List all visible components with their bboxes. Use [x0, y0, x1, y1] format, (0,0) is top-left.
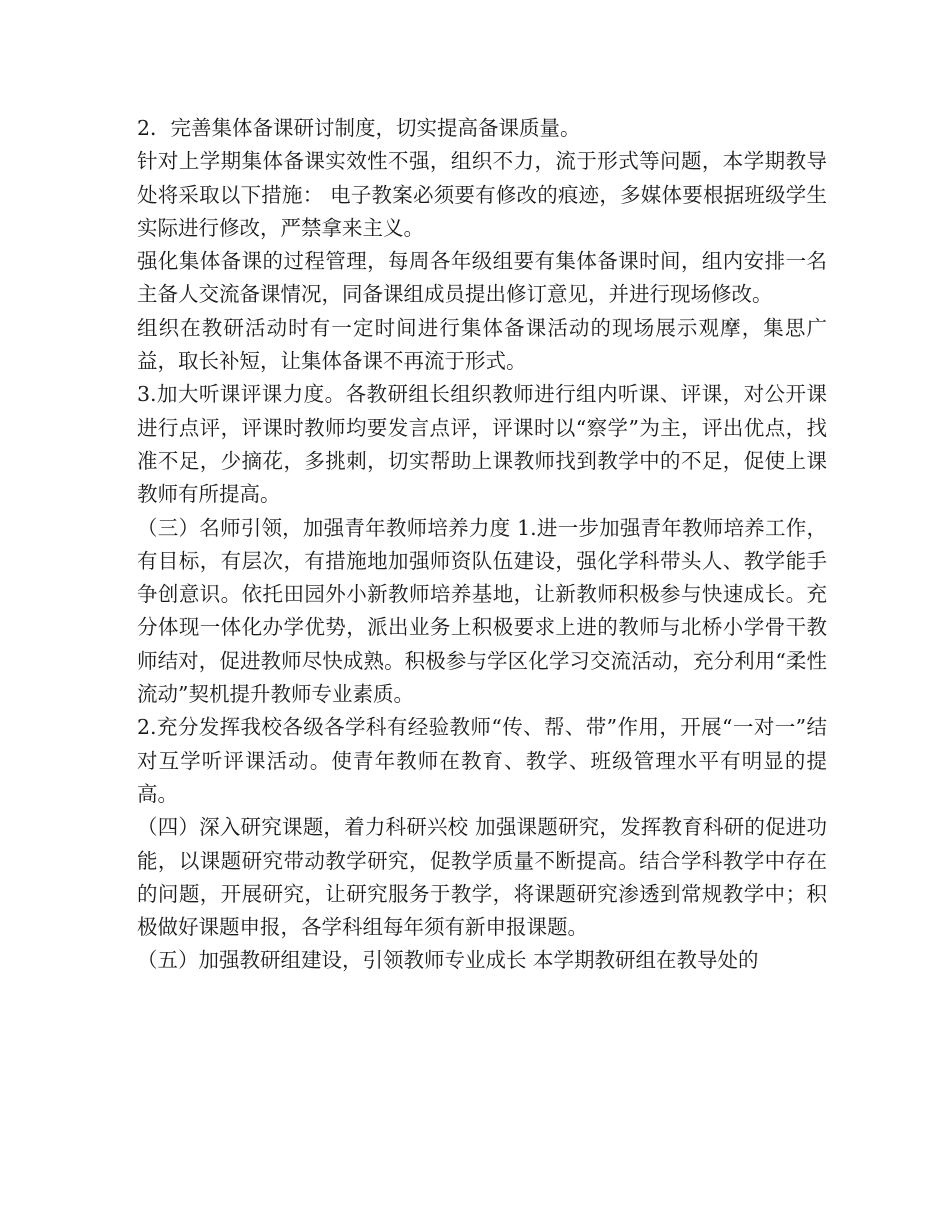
paragraph-young-teacher-training: （三）名师引领，加强青年教师培养力度 1.进一步加强青年教师培养工作，有目标，有层次，有措施地加强师资队伍建设，强化学科带头人、教学能手争创意识。依托田园外小新教师培养基地，让新教师积极参与快速成长。充分体现一体化办学优势，派出业务上积极要求上进的教师与北桥小学骨干教师结对，促进教师尽快成熟。积极参与学区化学习交流活动，充分利用“柔性流动”契机提升教师专业素质。: [137, 515, 827, 707]
paragraph-collective-prep-heading: 2．完善集体备课研讨制度，切实提高备课质量。: [137, 116, 581, 140]
paragraph-teaching-group: （五）加强教研组建设，引领教师专业成长 本学期教研组在教导处的: [137, 948, 759, 973]
paragraph-lesson-evaluation: 3.加大听课评课力度。各教研组长组织教师进行组内听课、评课，对公开课进行点评，评课时教师均要发言点评，评课时以“察学”为主，评出优点，找准不足，少摘花，多挑刺，切实帮助上课教师找到教学中的不足，促使上课教师有所提高。: [137, 382, 827, 507]
paragraph-mentoring: 2.充分发挥我校各级各学科有经验教师“传、帮、带”作用，开展“一对一”结对互学听评课活动。使青年教师在教育、教学、班级管理水平有明显的提高。: [137, 715, 827, 806]
paragraph-process-management: 强化集体备课的过程管理，每周各年级组要有集体备课时间，组内安排一名主备人交流备课情况，同备课组成员提出修订意见，并进行现场修改。: [137, 249, 827, 307]
paragraph-prep-measures: 针对上学期集体备课实效性不强，组织不力，流于形式等问题，本学期教导处将采取以下措施： 电子教案必须要有修改的痕迹，多媒体要根据班级学生实际进行修改，严禁拿来主义。: [137, 149, 827, 240]
document-body: [137, 112, 827, 978]
paragraph-research-topics: （四）深入研究课题，着力科研兴校 加强课题研究，发挥教育科研的促进功能，以课题研究带动教学研究，促教学质量不断提高。结合学科教学中存在的问题，开展研究，让研究服务于教学，将课题研究渗透到常规教学中；积极做好课题申报，各学科组每年须有新申报课题。: [137, 815, 827, 940]
paragraph-demonstration: 组织在教研活动时有一定时间进行集体备课活动的现场展示观摩，集思广益，取长补短，让集体备课不再流于形式。: [137, 315, 827, 374]
